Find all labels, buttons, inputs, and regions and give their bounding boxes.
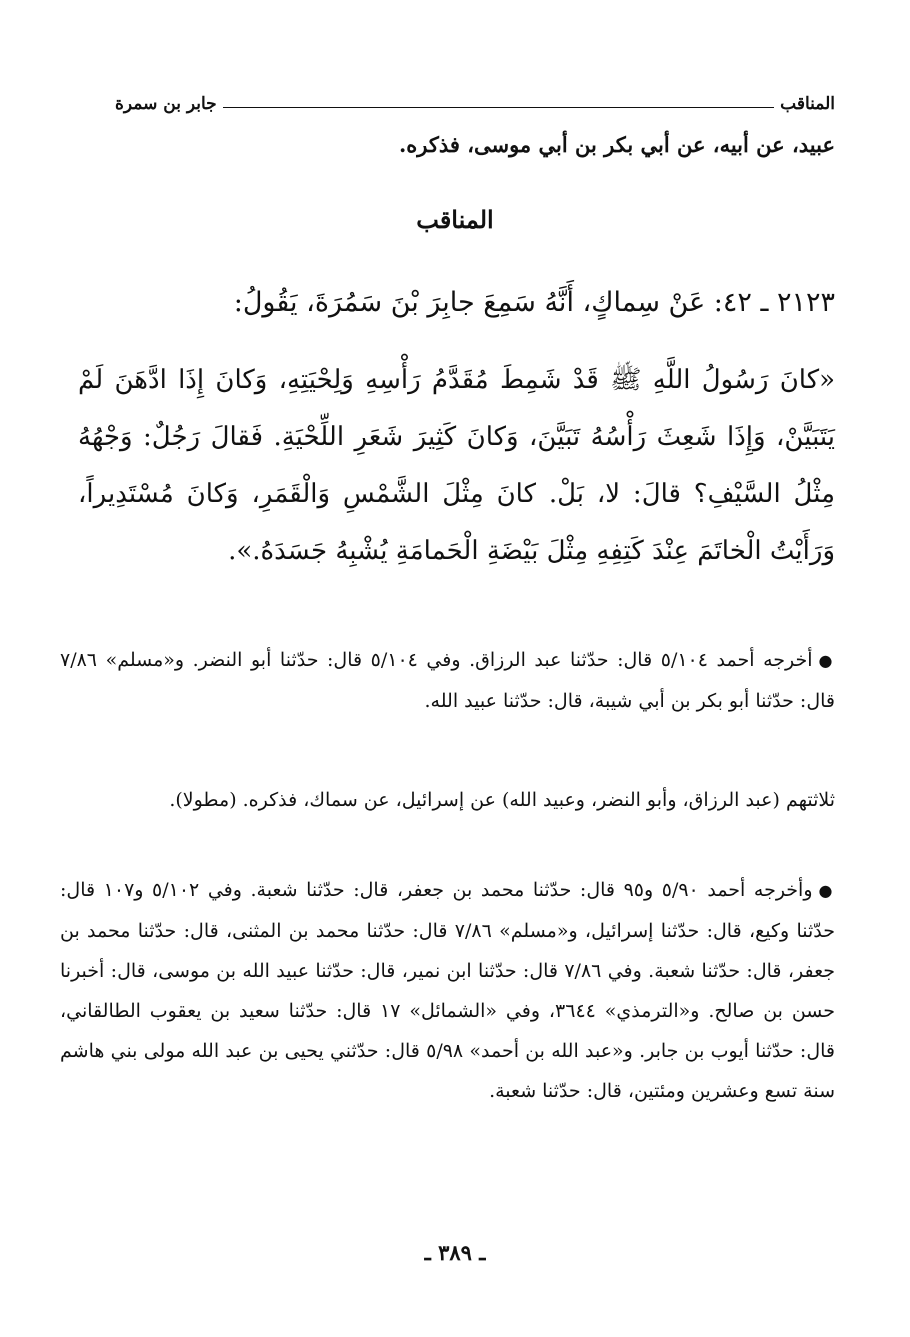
bullet-icon: ●: [818, 881, 836, 900]
footnote-3-text: وأخرجه أحمد ٥/٩٠ و٩٥ قال: حدّثنا محمد بن جعفر، قال: حدّثنا شعبة. وفي ٥/١٠٢ و١٠٧ قال: حدّثنا وكيع، قال: حدّثنا إسرائيل، و«مسلم» ٧/٨٦ قال: حدّثنا محمد بن المثنى، قال: حدّثنا محمد بن جعفر، قال: حدّثنا شعبة. وفي ٧/٨٦ قال: حدّثنا ابن نمير، قال: حدّثنا عبيد الله بن موسى، قال: أخبرنا حسن بن صالح. و«الترمذي» ٣٦٤٤، وفي «الشمائل» ١٧ قال: حدّثنا سعيد بن يعقوب الطالقاني، قال: حدّثنا أيوب بن جابر. و«عبد الله بن أحمد» ٥/٩٨ قال: حدّثني يحيى بن عبد الله مولى بني هاشم سنة تسع وعشرين ومئتين، قال: حدّثنا شعبة.: [60, 879, 836, 1102]
footnote-2: [60, 780, 835, 820]
page-number: ـ ٣٨٩ ـ: [424, 1240, 486, 1265]
header-rule: [223, 107, 774, 108]
hadith-text: «كانَ رَسُولُ اللَّهِ ﷺ قَدْ شَمِطَ مُقَدَّمُ رَأْسِهِ وَلِحْيَتِهِ، وَكانَ إِذَا ادَّهَنَ لَمْ يَتَبَيَّنْ، وَإِذَا شَعِثَ رَأْسُهُ تَبَيَّنَ، وَكانَ كَثِيرَ شَعَرِ اللِّحْيَةِ. فَقالَ رَجُلٌ: وَجْهُهُ مِثْلُ السَّيْفِ؟ قالَ: لا، بَلْ. كانَ مِثْلَ الشَّمْسِ وَالْقَمَرِ، وَكانَ مُسْتَدِيراً، وَرَأَيْتُ الْخاتَمَ عِنْدَ كَتِفِهِ مِثْلَ بَيْضَةِ الْحَمامَةِ يُشْبِهُ جَسَدَهُ.».: [78, 365, 835, 566]
running-header: [115, 88, 835, 114]
section-title: المناقب: [416, 205, 494, 234]
header-section: المناقب: [780, 94, 835, 114]
header-chapter: جابر بن سمرة: [115, 94, 217, 114]
footnote-1: [60, 640, 835, 721]
continuation-text: عبيد، عن أبيه، عن أبي بكر بن أبي موسى، فذكره.: [398, 132, 835, 157]
bullet-icon: ●: [818, 651, 835, 670]
footnote-1-text: أخرجه أحمد ٥/١٠٤ قال: حدّثنا عبد الرزاق. وفي ٥/١٠٤ قال: حدّثنا أبو النضر. و«مسلم» ٧/٨٦ قال: حدّثنا أبو بكر بن أبي شيبة، قال: حدّثنا عبيد الله.: [60, 649, 835, 712]
hadith-heading: ٢١٢٣ ـ ٤٢: عَنْ سِماكٍ، أَنَّهُ سَمِعَ جابِرَ بْنَ سَمُرَةَ، يَقُولُ:: [233, 287, 835, 318]
footnote-2-text: ثلاثتهم (عبد الرزاق، وأبو النضر، وعبيد الله) عن إسرائيل، عن سماك، فذكره. (مطولا).: [169, 789, 835, 811]
footnote-3: [60, 870, 835, 1111]
